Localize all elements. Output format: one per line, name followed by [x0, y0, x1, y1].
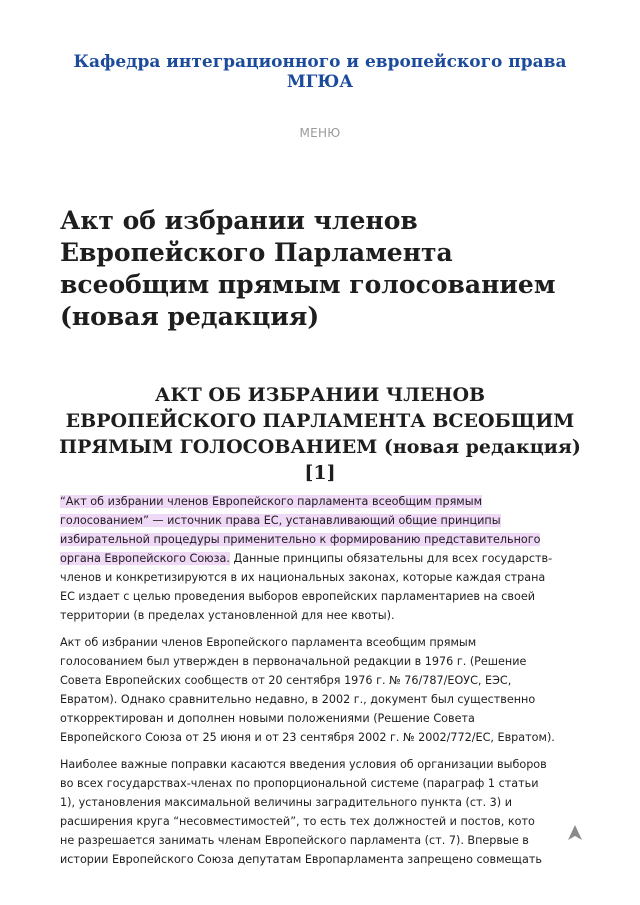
- site-title[interactable]: Кафедра интеграционного и европейского права МГЮА: [73, 52, 567, 92]
- paragraph-line: ЕС издает с целью проведения выборов европейских парламентариев на своей: [60, 590, 536, 603]
- paragraph-line: откорректирован и дополнен новыми положениями (Решение Совета: [60, 712, 475, 725]
- paragraph-line: членов и конкретизируются в их национальных законах, которые каждая страна: [60, 571, 546, 584]
- highlighted-text: избирательной процедуры применительно к формированию представительного: [60, 533, 541, 546]
- document-heading: [58, 382, 582, 486]
- paragraph-text: Данные принципы обязательны для всех государств-: [229, 552, 553, 565]
- paragraph-line: Евратом). Однако сравнительно недавно, в 2002 г., документ был существенно: [60, 693, 536, 706]
- paragraph-amendments: [60, 755, 592, 867]
- paragraph-line: расширения круга “несовместимостей”, то есть тех должностей и постов, кото: [60, 815, 535, 828]
- footnote-link[interactable]: [1]: [304, 462, 336, 484]
- paragraph-line: Акт об избрании членов Европейского парламента всеобщим прямым: [60, 636, 477, 649]
- highlighted-text: голосованием” — источник права ЕС, устанавливающий общие принципы: [60, 514, 501, 527]
- arrow-up-icon[interactable]: [566, 824, 584, 842]
- paragraph-line: территории (в пределах установленной для нее квоты).: [60, 609, 395, 622]
- paragraph-line: Наиболее важные поправки касаются введения условия об организации выборов: [60, 758, 547, 771]
- paragraph-line: 1), установления максимальной величины заградительного пункта (ст. 3) и: [60, 796, 512, 809]
- arrow-up-icon-svg: [566, 824, 584, 842]
- document-heading-text: АКТ ОБ ИЗБРАНИИ ЧЛЕНОВ ЕВРОПЕЙСКОГО ПАРЛАМЕНТА ВСЕОБЩИМ ПРЯМЫМ ГОЛОСОВАНИЕМ (новая редакция): [59, 384, 581, 458]
- highlighted-text: органа Европейского Союза.: [60, 552, 230, 565]
- page-title: Акт об избрании членов Европейского Парламента всеобщим прямым голосованием (новая редакция): [60, 206, 556, 331]
- paragraph-line: Совета Европейских сообществ от 20 сентября 1976 г. № 76/787/ЕОУС, ЕЭС,: [60, 674, 512, 687]
- paragraph-line: голосованием был утвержден в первоначальной редакции в 1976 г. (Решение: [60, 655, 527, 668]
- paragraph-line: не разрешается занимать членам Европейского парламента (ст. 7). Впервые в: [60, 834, 529, 847]
- highlighted-text: “Акт об избрании членов Европейского парламента всеобщим прямым: [60, 495, 483, 508]
- paragraph-line: Европейского Союза от 25 июня и от 23 сентября 2002 г. № 2002/772/ЕС, Евратом).: [60, 731, 555, 744]
- menu-button[interactable]: МЕНЮ: [299, 126, 341, 140]
- paragraph-history: [60, 633, 592, 747]
- paragraph-intro: [60, 492, 592, 625]
- paragraph-line: во всех государствах-членах по пропорциональной системе (параграф 1 статьи: [60, 777, 539, 790]
- paragraph-line: истории Европейского Союза депутатам Европарламента запрещено совмещать: [60, 853, 542, 866]
